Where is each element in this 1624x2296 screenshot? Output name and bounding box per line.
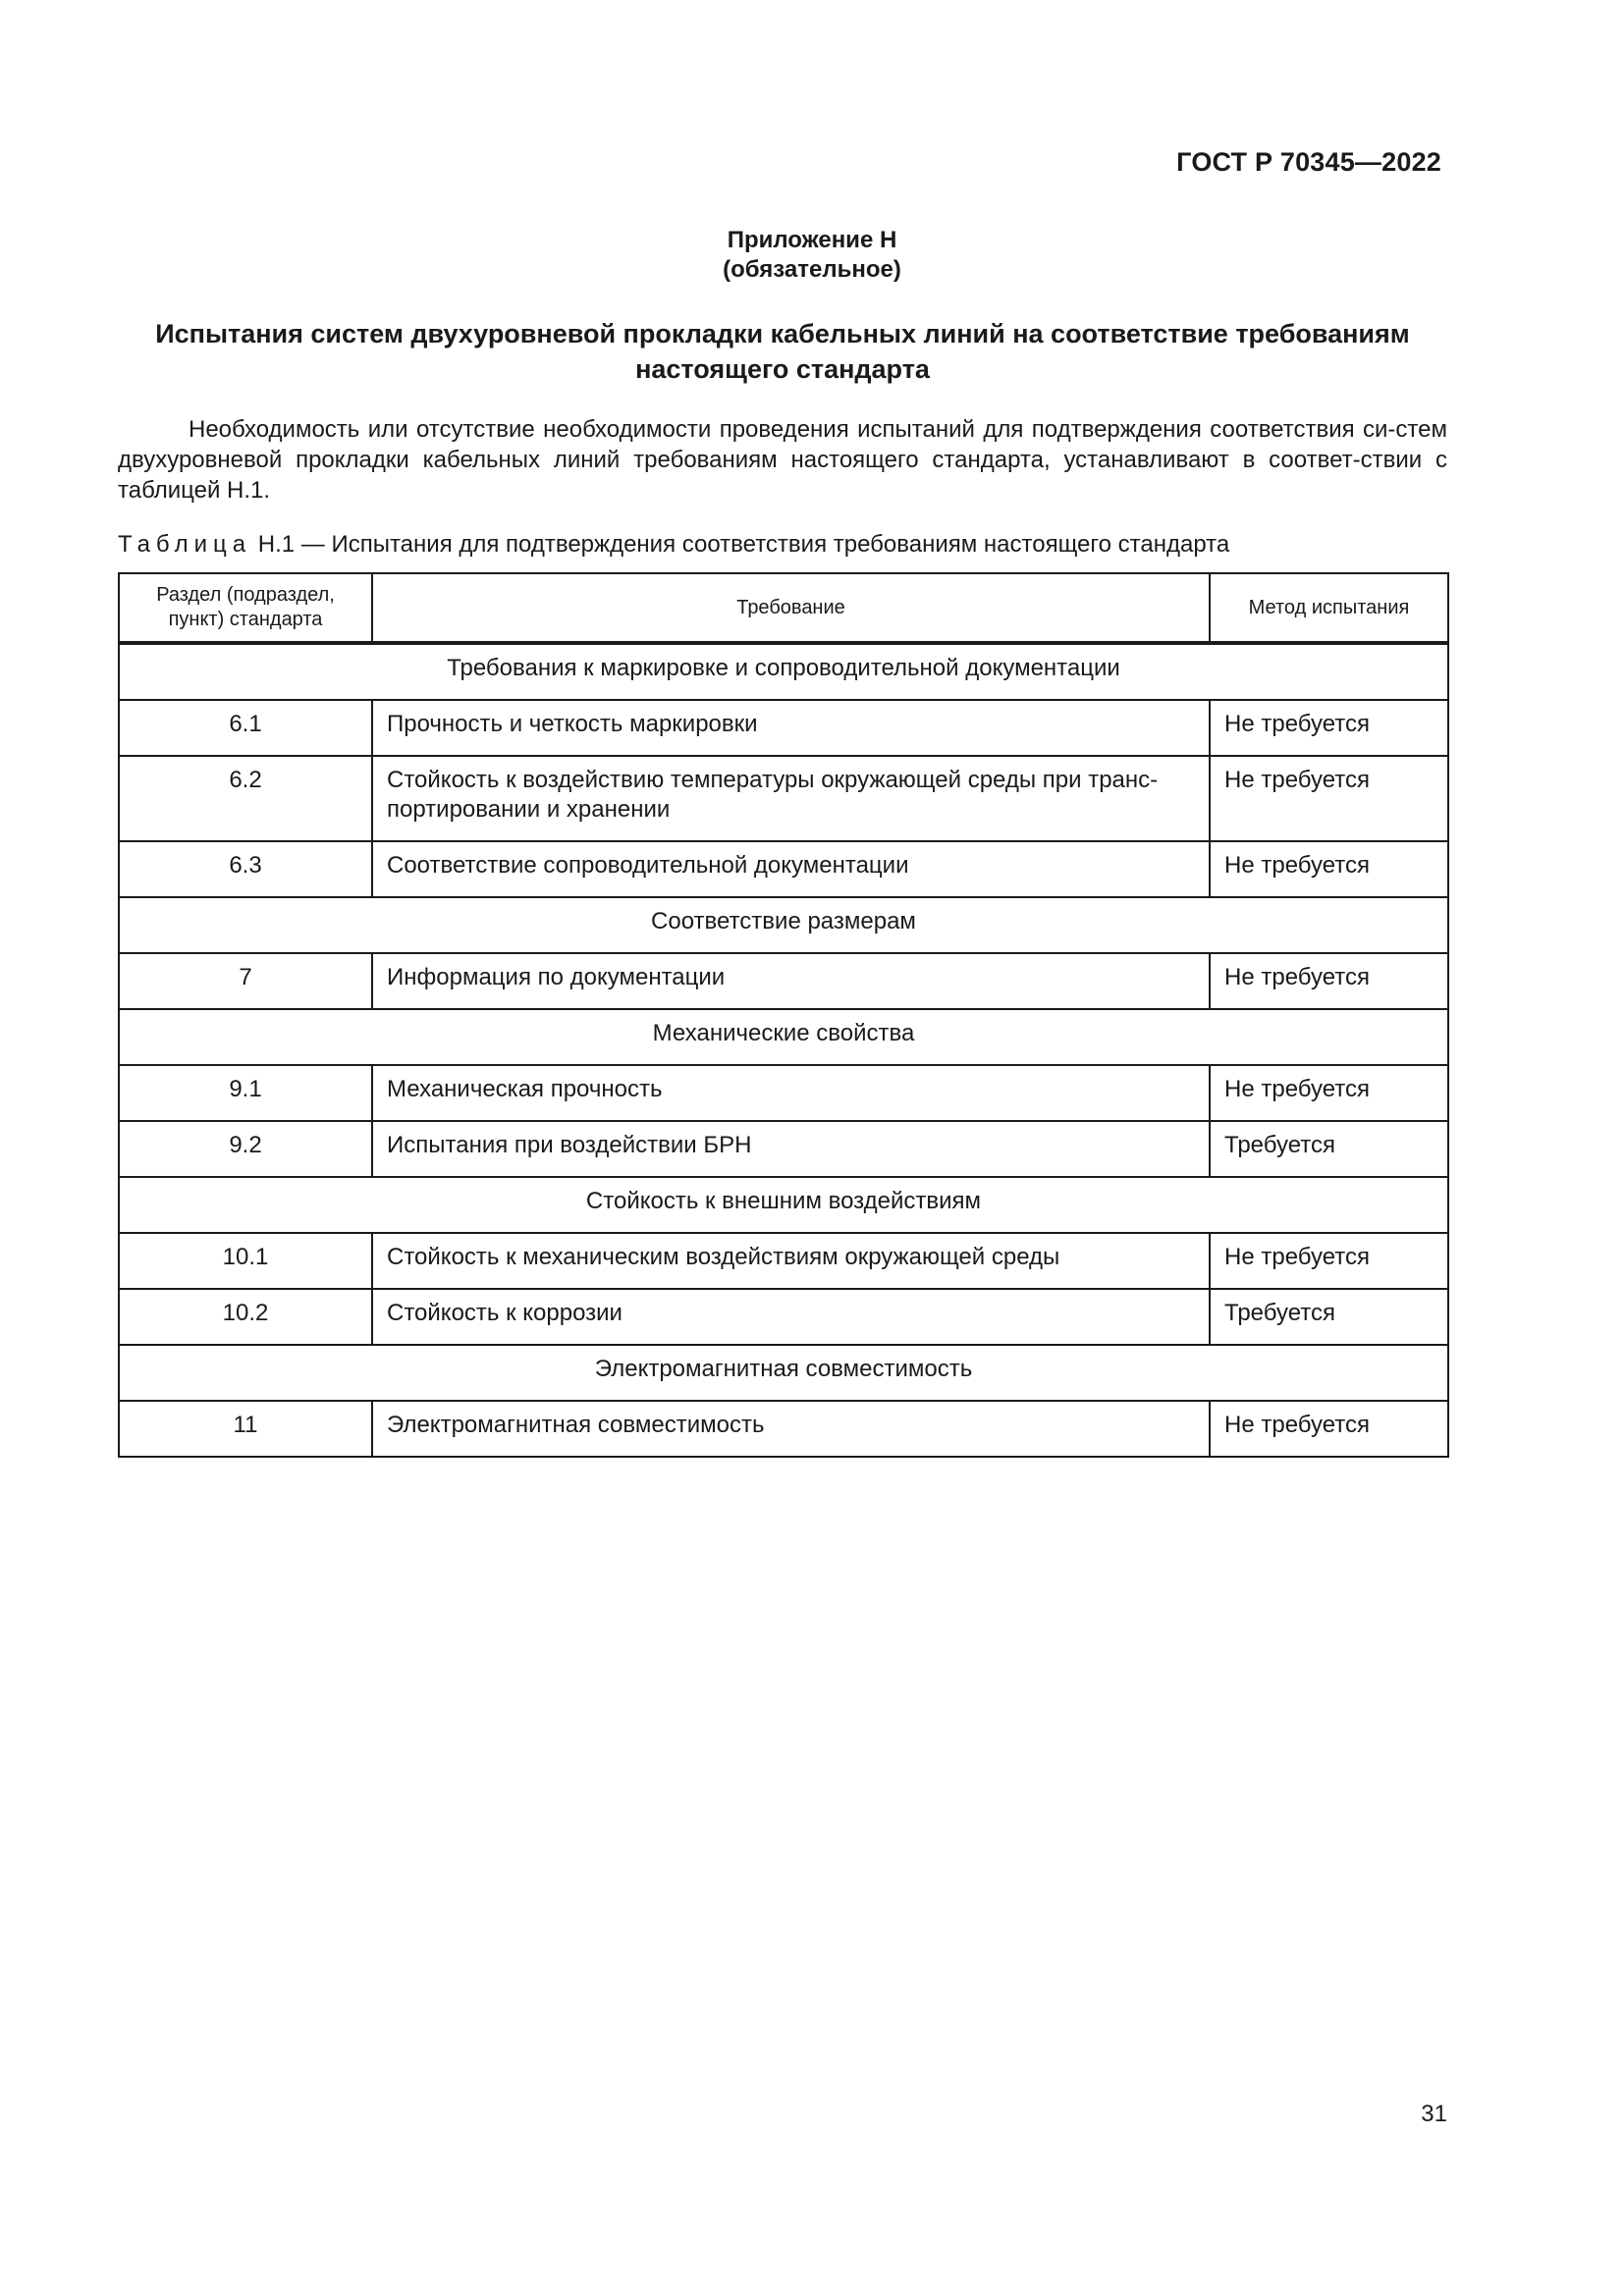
row-number: 10.2 [119, 1289, 372, 1345]
row-requirement: Механическая прочность [372, 1065, 1210, 1121]
row-method: Не требуется [1210, 1065, 1448, 1121]
table-row [119, 1121, 1448, 1177]
table-row [119, 953, 1448, 1009]
appendix-status: (обязательное) [723, 256, 901, 283]
requirements-table [118, 572, 1449, 1458]
table-caption [118, 530, 1229, 560]
table-row [119, 756, 1448, 841]
table-row [119, 1401, 1448, 1457]
row-requirement: Испытания при воздействии БРН [372, 1121, 1210, 1177]
row-number: 9.2 [119, 1121, 372, 1177]
row-requirement: Соответствие сопроводительной документации [372, 841, 1210, 897]
row-number: 9.1 [119, 1065, 372, 1121]
row-number: 6.1 [119, 700, 372, 756]
row-method: Требуется [1210, 1121, 1448, 1177]
section-title [118, 316, 1447, 387]
appendix-title: Приложение Н [727, 227, 897, 253]
document-code: ГОСТ Р 70345—2022 [1176, 147, 1441, 177]
appendix-heading [0, 226, 1624, 285]
row-requirement: Стойкость к коррозии [372, 1289, 1210, 1345]
group-title: Стойкость к внешним воздействиям [119, 1177, 1448, 1233]
group-row [119, 1345, 1448, 1401]
row-number: 6.2 [119, 756, 372, 841]
group-row [119, 897, 1448, 953]
row-method: Не требуется [1210, 700, 1448, 756]
header-section-line1: Раздел (подраздел, [156, 584, 335, 606]
row-requirement: Электромагнитная совместимость [372, 1401, 1210, 1457]
header-section-line2: пункт) стандарта [168, 609, 323, 630]
group-title: Требования к маркировке и сопроводительной документации [119, 643, 1448, 700]
intro-paragraph: Необходимость или отсутствие необходимости проведения испытаний для подтверждения соответствия си-стем двухуровневой прокладки кабельных линий требованиям настоящего стандарта, устанавливают в соответ-ствии с таблицей Н.1. [118, 416, 1447, 504]
table-row [119, 1233, 1448, 1289]
table-caption-text: Н.1 — Испытания для подтверждения соответствия требованиям настоящего стандарта [257, 531, 1230, 558]
row-number: 11 [119, 1401, 372, 1457]
row-requirement: Стойкость к механическим воздействиям окружающей среды [372, 1233, 1210, 1289]
row-number: 6.3 [119, 841, 372, 897]
table-row [119, 700, 1448, 756]
row-method: Не требуется [1210, 841, 1448, 897]
row-method: Не требуется [1210, 953, 1448, 1009]
header-method: Метод испытания [1210, 573, 1448, 643]
table-row [119, 841, 1448, 897]
section-title-line2: настоящего стандарта [635, 354, 930, 384]
group-row [119, 1009, 1448, 1065]
table-header-row [119, 573, 1448, 643]
header-requirement: Требование [372, 573, 1210, 643]
group-title: Электромагнитная совместимость [119, 1345, 1448, 1401]
table-row [119, 1289, 1448, 1345]
group-row [119, 643, 1448, 700]
row-method: Не требуется [1210, 1233, 1448, 1289]
section-title-line1: Испытания систем двухуровневой прокладки кабельных линий на соответствие требованиям [155, 319, 1410, 348]
group-row [119, 1177, 1448, 1233]
row-method: Требуется [1210, 1289, 1448, 1345]
row-number: 10.1 [119, 1233, 372, 1289]
row-requirement: Прочность и четкость маркировки [372, 700, 1210, 756]
row-number: 7 [119, 953, 372, 1009]
row-requirement: Информация по документации [372, 953, 1210, 1009]
table-row [119, 1065, 1448, 1121]
table-caption-label: Таблица [118, 531, 252, 558]
page-number: 31 [1421, 2101, 1447, 2127]
header-section [119, 573, 372, 643]
group-title: Соответствие размерам [119, 897, 1448, 953]
row-method: Не требуется [1210, 1401, 1448, 1457]
row-method: Не требуется [1210, 756, 1448, 841]
group-title: Механические свойства [119, 1009, 1448, 1065]
row-requirement: Стойкость к воздействию температуры окружающей среды при транс-портировании и хранении [372, 756, 1210, 841]
